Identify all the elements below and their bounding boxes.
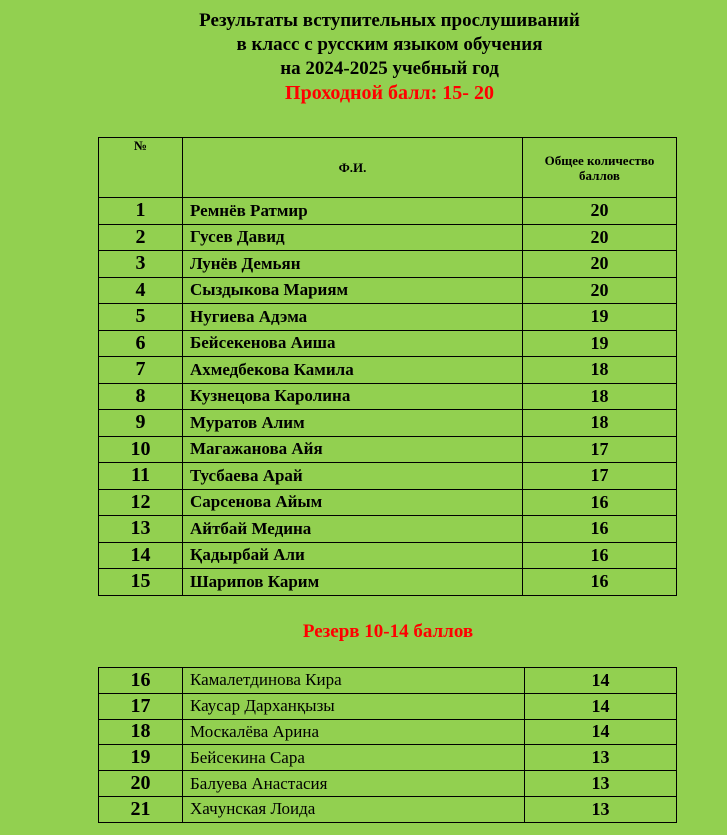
row-number: 7 (99, 357, 183, 384)
row-number: 18 (99, 719, 183, 745)
table-row (99, 516, 677, 543)
student-score: 20 (523, 277, 677, 304)
table-row (99, 410, 677, 437)
pass-score: Проходной балл: 15- 20 (285, 82, 494, 104)
row-number: 6 (99, 330, 183, 357)
row-number: 21 (99, 796, 183, 822)
student-name: Шарипов Карим (183, 569, 523, 596)
student-name: Тусбаева Арай (183, 463, 523, 490)
title-line-1: Результаты вступительных прослушиваний (199, 10, 580, 31)
row-number: 10 (99, 436, 183, 463)
row-number: 11 (99, 463, 183, 490)
table-row (99, 463, 677, 490)
student-score: 18 (523, 357, 677, 384)
table-row (99, 224, 677, 251)
table-row (99, 719, 677, 745)
student-name: Бейсекенова Аиша (183, 330, 523, 357)
student-name: Хачунская Лоида (183, 796, 525, 822)
table-header-row (99, 138, 677, 198)
student-name: Сарсенова Айым (183, 489, 523, 516)
table-row (99, 304, 677, 331)
student-name: Кузнецова Каролина (183, 383, 523, 410)
student-name: Ремнёв Ратмир (183, 198, 523, 225)
results-table (98, 137, 677, 596)
row-number: 9 (99, 410, 183, 437)
table-row (99, 357, 677, 384)
student-name: Магажанова Айя (183, 436, 523, 463)
student-name: Лунёв Демьян (183, 251, 523, 278)
student-name: Бейсекина Сара (183, 745, 525, 771)
row-number: 4 (99, 277, 183, 304)
student-score: 14 (525, 693, 677, 719)
title-line-3: на 2024-2025 учебный год (280, 58, 499, 79)
table-row (99, 277, 677, 304)
student-score: 18 (523, 410, 677, 437)
table-row (99, 330, 677, 357)
table-row (99, 745, 677, 771)
student-score: 13 (525, 771, 677, 797)
row-number: 5 (99, 304, 183, 331)
table-row (99, 771, 677, 797)
reserve-table (98, 667, 677, 823)
student-score: 20 (523, 251, 677, 278)
column-header-score (523, 138, 677, 198)
table-row (99, 796, 677, 822)
student-score: 16 (523, 542, 677, 569)
student-score: 14 (525, 719, 677, 745)
student-name: Муратов Алим (183, 410, 523, 437)
student-score: 17 (523, 463, 677, 490)
row-number: 19 (99, 745, 183, 771)
reserve-title: Резерв 10-14 баллов (302, 621, 474, 642)
column-header-score-text: Общее количество баллов (544, 152, 655, 183)
table-row (99, 693, 677, 719)
student-name: Ахмедбекова Камила (183, 357, 523, 384)
table-row (99, 383, 677, 410)
student-name: Сыздыкова Мариям (183, 277, 523, 304)
row-number: 17 (99, 693, 183, 719)
row-number: 2 (99, 224, 183, 251)
row-number: 14 (99, 542, 183, 569)
title-line-2: в класс с русским языком обучения (236, 34, 543, 55)
student-score: 14 (525, 668, 677, 694)
student-score: 20 (523, 224, 677, 251)
table-row (99, 569, 677, 596)
row-number: 3 (99, 251, 183, 278)
student-name: Москалёва Арина (183, 719, 525, 745)
table-row (99, 668, 677, 694)
row-number: 15 (99, 569, 183, 596)
row-number: 12 (99, 489, 183, 516)
student-score: 16 (523, 516, 677, 543)
student-name: Гусев Давид (183, 224, 523, 251)
student-name: Айтбай Медина (183, 516, 523, 543)
student-name: Балуева Анастасия (183, 771, 525, 797)
table-row (99, 489, 677, 516)
student-score: 16 (523, 489, 677, 516)
student-score: 13 (525, 745, 677, 771)
student-name: Камалетдинова Кира (183, 668, 525, 694)
student-name: Каусар Дарханқызы (183, 693, 525, 719)
row-number: 13 (99, 516, 183, 543)
student-name: Нугиева Адэма (183, 304, 523, 331)
student-name: Қадырбай Али (183, 542, 523, 569)
column-header-name: Ф.И. (183, 138, 523, 198)
student-score: 13 (525, 796, 677, 822)
table-row (99, 542, 677, 569)
student-score: 18 (523, 383, 677, 410)
table-row (99, 198, 677, 225)
student-score: 19 (523, 304, 677, 331)
table-row (99, 251, 677, 278)
row-number: 16 (99, 668, 183, 694)
column-header-number: № (99, 138, 183, 198)
table-row (99, 436, 677, 463)
student-score: 20 (523, 198, 677, 225)
row-number: 20 (99, 771, 183, 797)
student-score: 17 (523, 436, 677, 463)
student-score: 16 (523, 569, 677, 596)
row-number: 1 (99, 198, 183, 225)
row-number: 8 (99, 383, 183, 410)
document-header (0, 9, 727, 105)
student-score: 19 (523, 330, 677, 357)
